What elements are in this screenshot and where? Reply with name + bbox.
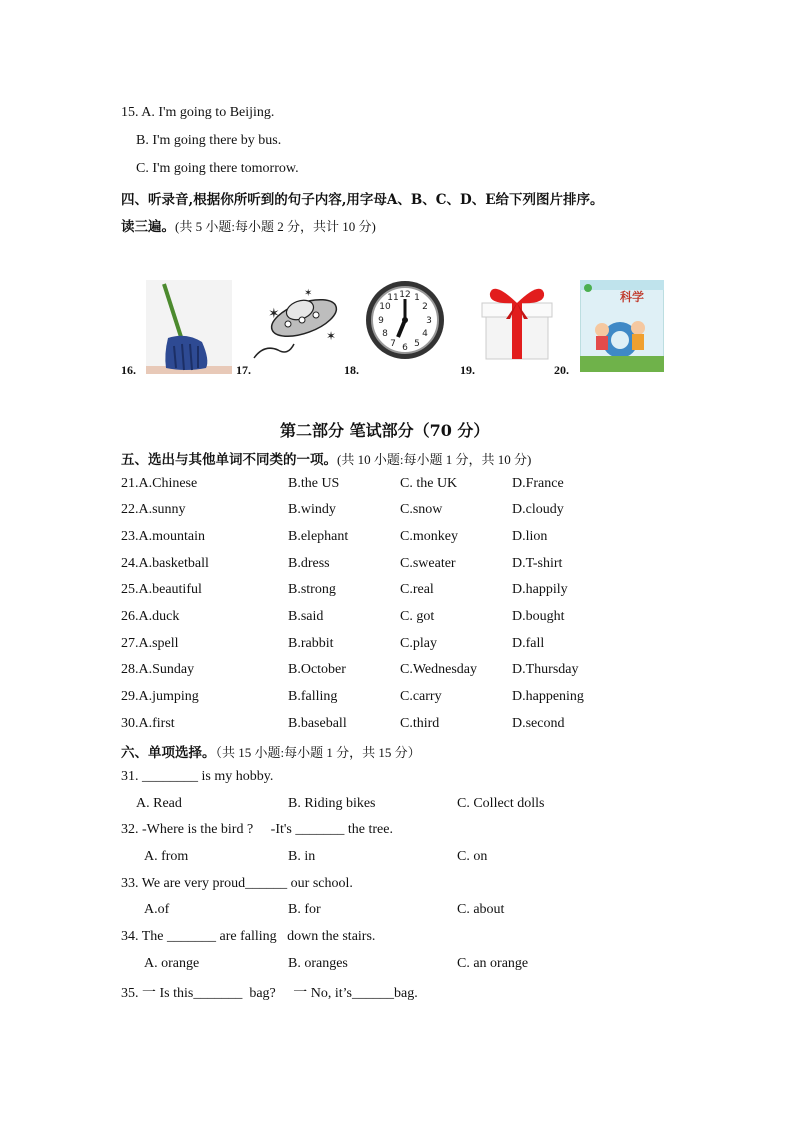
svg-text:✶: ✶ bbox=[326, 329, 337, 343]
svg-text:12: 12 bbox=[399, 290, 411, 300]
section4-note: (共 5 小题:每小题 2 分，共计 10 分) bbox=[175, 219, 376, 234]
q28-option-a: 28.A.Sunday bbox=[121, 662, 195, 677]
section5-note: (共 10 小题:每小题 1 分，共 10 分) bbox=[337, 452, 532, 467]
svg-text:6: 6 bbox=[402, 343, 408, 353]
q33-option-a: A.of bbox=[144, 902, 170, 917]
clock-picture bbox=[364, 279, 446, 361]
q34-option-a: A. orange bbox=[144, 956, 200, 971]
q31-option-a: A. Read bbox=[136, 796, 182, 811]
svg-text:4: 4 bbox=[422, 329, 428, 339]
q32-option-a: A. from bbox=[144, 849, 189, 864]
q28-option-b: B.October bbox=[288, 662, 346, 677]
svg-text:11: 11 bbox=[387, 293, 399, 303]
q21-option-b: B.the US bbox=[288, 476, 340, 491]
q25-option-d: D.happily bbox=[512, 582, 568, 597]
q26-option-c: C. got bbox=[400, 609, 435, 624]
q23-option-c: C.monkey bbox=[400, 529, 458, 544]
q27-option-b: B.rabbit bbox=[288, 636, 334, 651]
q24-option-d: D.T-shirt bbox=[512, 556, 563, 571]
svg-text:2: 2 bbox=[422, 302, 428, 312]
q29-option-b: B.falling bbox=[288, 689, 338, 704]
svg-text:1: 1 bbox=[414, 293, 420, 303]
gift-box-picture bbox=[480, 279, 554, 361]
q21-option-a: 21.A.Chinese bbox=[121, 476, 198, 491]
pic-label-17: 17. bbox=[236, 363, 251, 377]
q24-option-c: C.sweater bbox=[400, 556, 456, 571]
pic-label-19: 19. bbox=[460, 363, 475, 377]
science-book-title: 科学 bbox=[620, 290, 645, 304]
q22-option-b: B.windy bbox=[288, 502, 336, 517]
pic-label-20: 20. bbox=[554, 363, 569, 377]
q32-option-c: C. on bbox=[457, 849, 488, 864]
science-book-picture bbox=[580, 280, 664, 372]
q24-option-b: B.dress bbox=[288, 556, 330, 571]
q23-option-b: B.elephant bbox=[288, 529, 349, 544]
q32-option-b: B. in bbox=[288, 849, 316, 864]
q23-option-a: 23.A.mountain bbox=[121, 529, 205, 544]
q15-option-b: B. I'm going there by bus. bbox=[136, 133, 282, 148]
q29-option-c: C.carry bbox=[400, 689, 442, 704]
svg-text:8: 8 bbox=[382, 329, 388, 339]
q29-option-a: 29.A.jumping bbox=[121, 689, 199, 704]
mop-picture bbox=[146, 280, 232, 374]
q34-stem: 34. The _______ are falling down the stairs. bbox=[121, 929, 376, 944]
pic-label-18: 18. bbox=[344, 363, 359, 377]
q22-option-d: D.cloudy bbox=[512, 502, 564, 517]
section4-title-reading: 读三遍。 bbox=[121, 219, 175, 235]
part2-title: 第二部分 笔试部分（70 分） bbox=[280, 421, 490, 440]
q25-option-a: 25.A.beautiful bbox=[121, 582, 202, 597]
section4-title-line2 bbox=[121, 215, 376, 236]
section6-heading bbox=[121, 741, 421, 762]
svg-text:10: 10 bbox=[379, 302, 391, 312]
q29-option-d: D.happening bbox=[512, 689, 584, 704]
q30-option-d: D.second bbox=[512, 716, 565, 731]
q31-option-c: C. Collect dolls bbox=[457, 796, 545, 811]
q27-option-a: 27.A.spell bbox=[121, 636, 179, 651]
q21-option-d: D.France bbox=[512, 476, 564, 491]
q30-option-a: 30.A.first bbox=[121, 716, 175, 731]
q26-option-b: B.said bbox=[288, 609, 324, 624]
svg-text:5: 5 bbox=[414, 339, 420, 349]
svg-text:7: 7 bbox=[390, 339, 396, 349]
q25-option-b: B.strong bbox=[288, 582, 336, 597]
svg-text:9: 9 bbox=[378, 316, 384, 326]
q24-option-a: 24.A.basketball bbox=[121, 556, 209, 571]
q15-option-c: C. I'm going there tomorrow. bbox=[136, 161, 299, 176]
svg-text:3: 3 bbox=[426, 316, 432, 326]
q35-stem: 35. 一 Is this_______ bag? 一 No, it’s______bag. bbox=[121, 986, 418, 1001]
section6-title: 六、单项选择。 bbox=[121, 745, 216, 761]
q15-option-a: 15. A. I'm going to Beijing. bbox=[121, 105, 275, 120]
section5-title: 五、选出与其他单词不同类的一项。 bbox=[121, 452, 337, 468]
section6-note: （共 15 小题:每小题 1 分，共 15 分） bbox=[215, 745, 421, 760]
q23-option-d: D.lion bbox=[512, 529, 548, 544]
section5-heading bbox=[121, 448, 531, 469]
q31-option-b: B. Riding bikes bbox=[288, 796, 376, 811]
q25-option-c: C.real bbox=[400, 582, 434, 597]
q26-option-a: 26.A.duck bbox=[121, 609, 180, 624]
section4-title: 四、听录音,根据你所听到的句子内容,用字母A、B、C、D、E给下列图片排序。 bbox=[121, 192, 604, 208]
q31-stem: 31. ________ is my hobby. bbox=[121, 769, 274, 784]
q33-option-c: C. about bbox=[457, 902, 505, 917]
q30-option-b: B.baseball bbox=[288, 716, 347, 731]
q28-option-c: C.Wednesday bbox=[400, 662, 478, 677]
q22-option-a: 22.A.sunny bbox=[121, 502, 186, 517]
q32-stem: 32. -Where is the bird ? -It's _______ the tree. bbox=[121, 822, 393, 837]
q21-option-c: C. the UK bbox=[400, 476, 458, 491]
q28-option-d: D.Thursday bbox=[512, 662, 579, 677]
q22-option-c: C.snow bbox=[400, 502, 443, 517]
q34-option-b: B. oranges bbox=[288, 956, 348, 971]
q33-stem: 33. We are very proud______ our school. bbox=[121, 876, 353, 891]
svg-text:✶: ✶ bbox=[268, 307, 280, 322]
svg-text:✶: ✶ bbox=[304, 288, 313, 299]
q30-option-c: C.third bbox=[400, 716, 440, 731]
q34-option-c: C. an orange bbox=[457, 956, 529, 971]
q27-option-d: D.fall bbox=[512, 636, 545, 651]
q33-option-b: B. for bbox=[288, 902, 321, 917]
pic-label-16: 16. bbox=[121, 363, 136, 377]
ufo-picture bbox=[248, 288, 340, 366]
q27-option-c: C.play bbox=[400, 636, 437, 651]
q26-option-d: D.bought bbox=[512, 609, 565, 624]
